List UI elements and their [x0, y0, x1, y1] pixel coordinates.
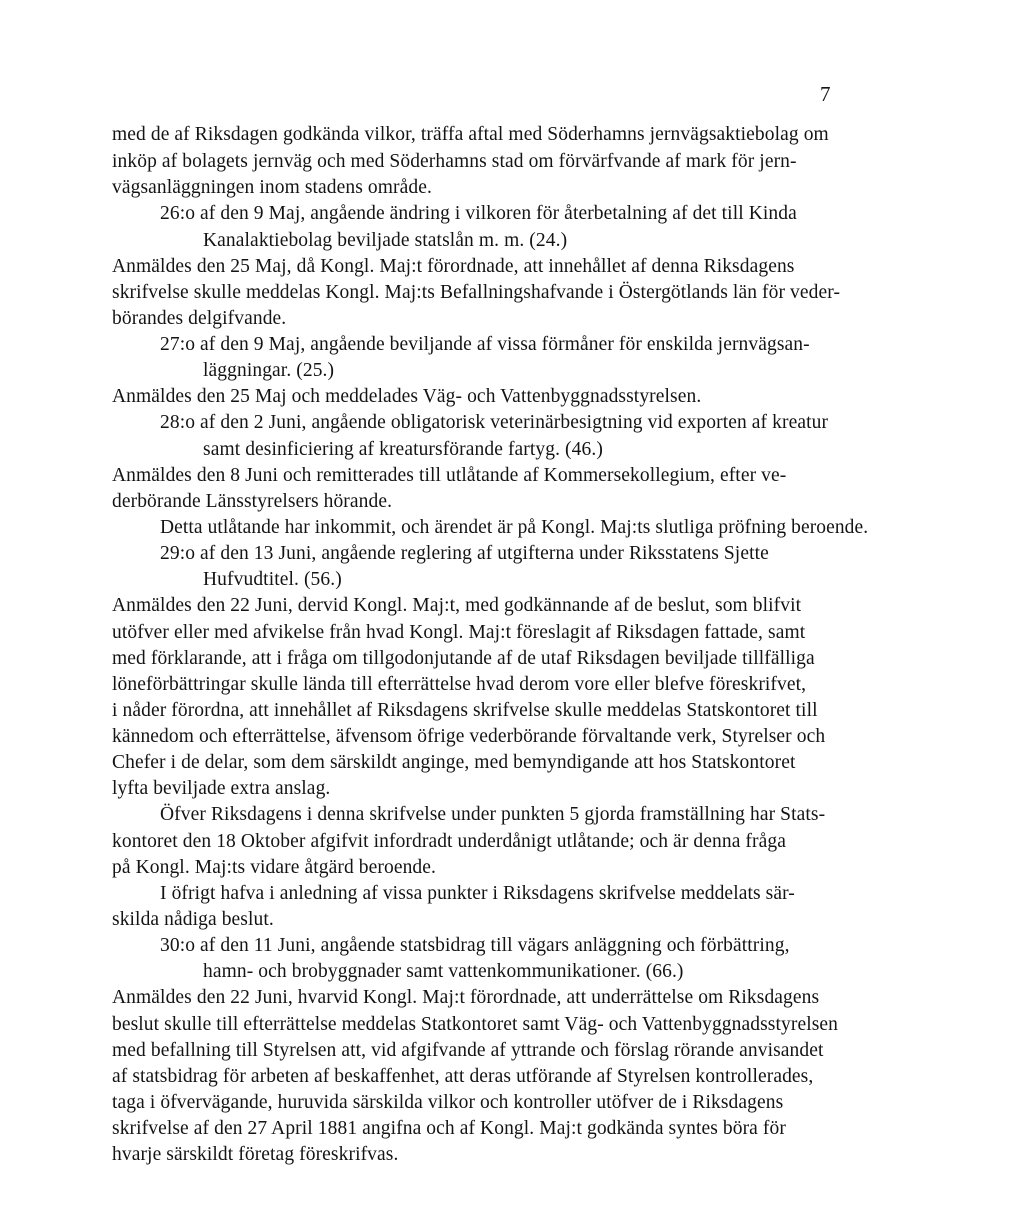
page-number: 7	[820, 82, 831, 106]
